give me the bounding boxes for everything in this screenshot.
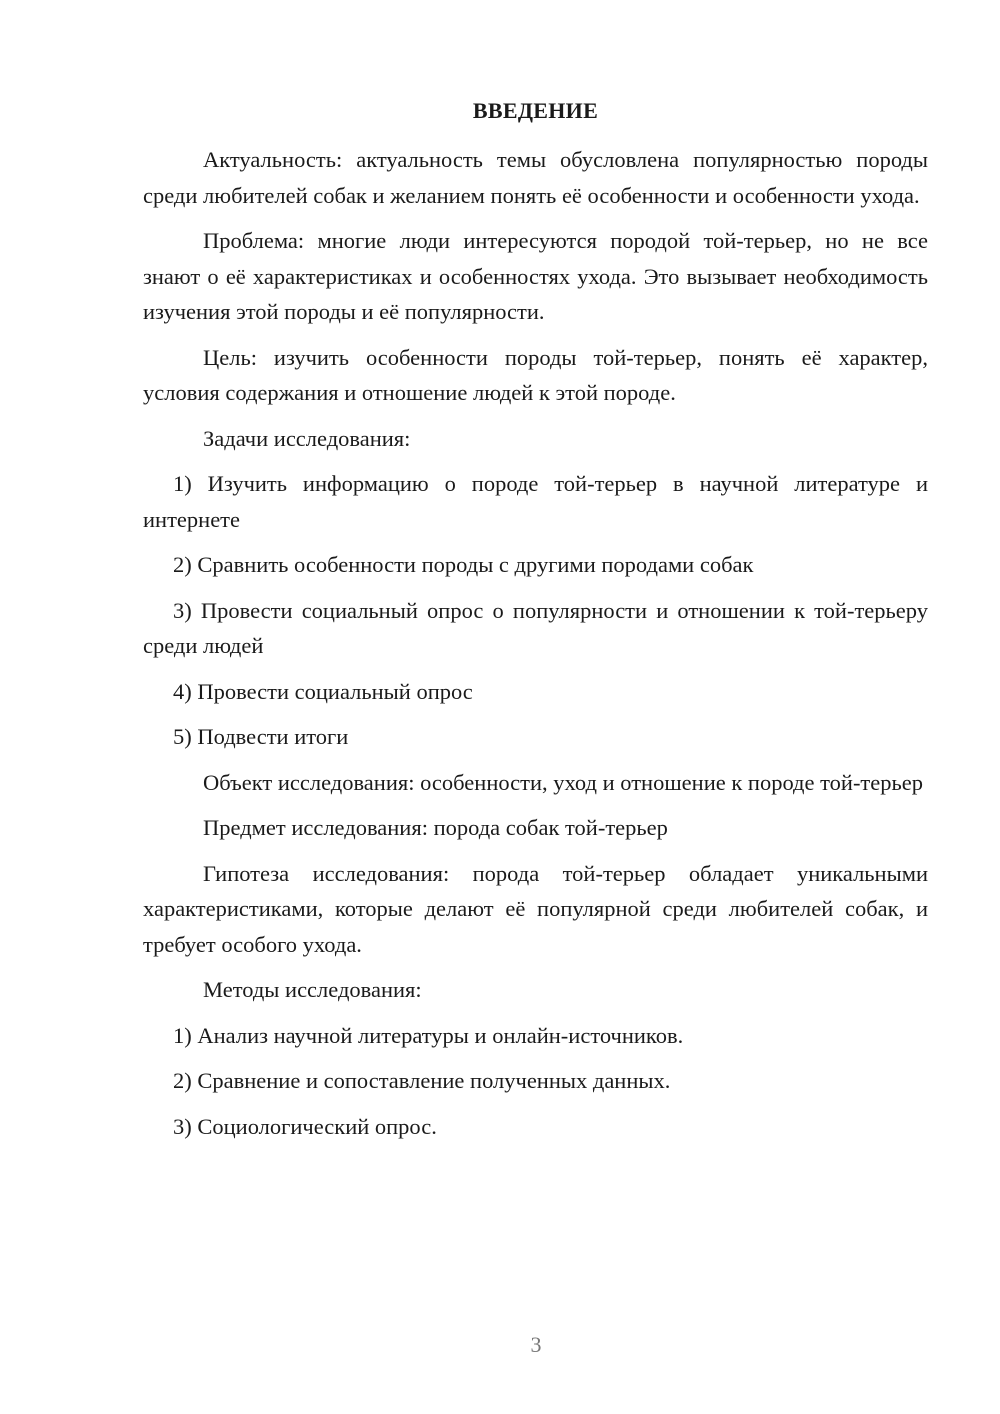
method-item: 3) Социологический опрос.: [173, 1113, 437, 1139]
paragraph-tasks-heading: Задачи исследования:: [203, 425, 411, 451]
page-number: 3: [530, 1332, 542, 1357]
paragraph-methods-heading: Методы исследования:: [203, 977, 422, 1002]
paragraph-hypothesis: Гипотеза исследования: порода той-терьер обладает уникальными характеристиками, которые делают её популярной среди любителей собак, и требует особого ухода.: [143, 860, 928, 957]
section-heading: ВВЕДЕНИЕ: [472, 98, 599, 123]
document-body: [143, 142, 928, 1154]
paragraph-relevance: Актуальность: актуальность темы обусловлена популярностью породы среди любителей собак и желанием понять её особенности и особенности ухода.: [143, 147, 928, 208]
paragraph-problem: Проблема: многие люди интересуются породой той-терьер, но не все знают о её характеристиках и особенностях ухода. Это вызывает необходимость изучения этой породы и её популярности.: [143, 228, 928, 324]
task-item: 5) Подвести итоги: [173, 724, 349, 749]
method-item: 2) Сравнение и сопоставление полученных данных.: [173, 1068, 671, 1093]
task-item: 1) Изучить информацию о породе той-терьер в научной литературе и интернете: [143, 471, 928, 532]
task-item: 3) Провести социальный опрос о популярности и отношении к той-терьеру среди людей: [143, 597, 928, 658]
task-item: 4) Провести социальный опрос: [173, 678, 473, 704]
paragraph-goal: Цель: изучить особенности породы той-терьер, понять её характер, условия содержания и отношение людей к этой породе.: [143, 344, 928, 405]
method-item: 1) Анализ научной литературы и онлайн-источников.: [173, 1022, 684, 1048]
paragraph-object: Объект исследования: особенности, уход и отношение к породе той-терьер: [203, 769, 923, 795]
paragraph-subject: Предмет исследования: порода собак той-терьер: [203, 815, 668, 840]
task-item: 2) Сравнить особенности породы с другими породами собак: [173, 552, 754, 577]
